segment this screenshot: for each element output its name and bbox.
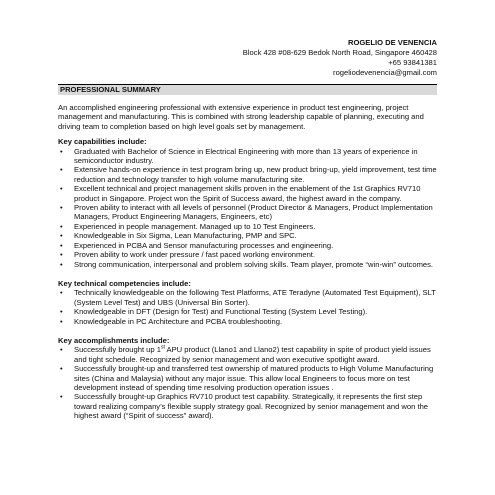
list-item: • Technically knowledgeable on the following Test Platforms, ATE Teradyne (Automated Test Equipment), SLT (System Level Test) and UBS (Universal Bin Sorter). [58, 288, 437, 307]
list-item: • Knowledgeable in PC Architecture and PCBA troubleshooting. [58, 317, 437, 326]
list-item: • Experienced in people management. Managed up to 10 Test Engineers. [58, 222, 437, 231]
list-item: • Knowledgeable in DFT (Design for Test) and Functional Testing (System Level Testing). [58, 307, 437, 316]
list-item: • Excellent technical and project management skills proven in the enablement of the 1st Graphics RV710 product in Singapore. Project won the Spirit of Success award, the highest award in the company. [58, 184, 437, 203]
text-segment: Successfully brought up 1 [74, 345, 161, 355]
capabilities-heading: Key capabilities include: [58, 137, 147, 147]
contact-block [58, 38, 437, 78]
accomplishments-list [58, 345, 437, 420]
list-item [58, 345, 437, 364]
text-segment: APU product (Llano1 and Llano2) test capability in spite of product yield issues and tight schedule. Recognized by senior management and won executive spotlight award. [74, 345, 431, 364]
accomplishments-heading: Key accomplishments include: [58, 335, 170, 345]
email: rogeliodevenencia@gmail.com [333, 68, 437, 77]
section-heading-summary: PROFESSIONAL SUMMARY [58, 84, 437, 95]
list-item: • Strong communication, interpersonal and problem solving skills. Team player, promote “win-win” outcomes. [58, 260, 437, 269]
list-item: • Proven ability to work under pressure / fast paced working environment. [58, 250, 437, 259]
technical-heading: Key technical competencies include: [58, 278, 191, 288]
list-item: • Successfully brought-up Graphics RV710 product test capability. Strategically, it represents the first step toward realizing company’s flexible supply strategy goal. Recognized by senior management and won the highest award (“Spirit of success” award). [58, 392, 437, 420]
technical-list [58, 288, 437, 326]
list-item: • Successfully brought-up and transferred test ownership of matured products to High Volume Manufacturing sites (China and Malaysia) without any major issue. This allow local Engineers to focus more on test development instead of spending time resolving production operation issues . [58, 364, 437, 392]
summary-paragraph: An accomplished engineering professional with extensive experience in product test engineering, project management and manufacturing. This is combined with strong leadership capable of planning, executing and driving team to completion based on high level goals set by management. [58, 103, 424, 131]
superscript: st [160, 344, 165, 351]
list-item: • Knowledgeable in Six Sigma, Lean Manufacturing, PMP and SPC. [58, 231, 437, 240]
phone: +65 93841381 [388, 58, 437, 67]
capabilities-list [58, 147, 437, 269]
list-item: • Extensive hands-on experience in test program bring up, new product bring-up, yield improvement, test time reduction and technology transfer to high volume manufacturing site. [58, 165, 437, 184]
list-item: • Proven ability to interact with all levels of personnel (Product Director & Managers, Product Implementation Managers, Product Engineering Managers, Engineers, etc) [58, 203, 437, 222]
address: Block 428 #08-629 Bedok North Road, Singapore 460428 [242, 48, 437, 57]
list-item: • Experienced in PCBA and Sensor manufacturing processes and engineering. [58, 241, 437, 250]
list-item: • Graduated with Bachelor of Science in Electrical Engineering with more than 13 years of experience in semiconductor industry. [58, 147, 437, 166]
candidate-name: ROGELIO DE VENENCIA [347, 38, 437, 47]
